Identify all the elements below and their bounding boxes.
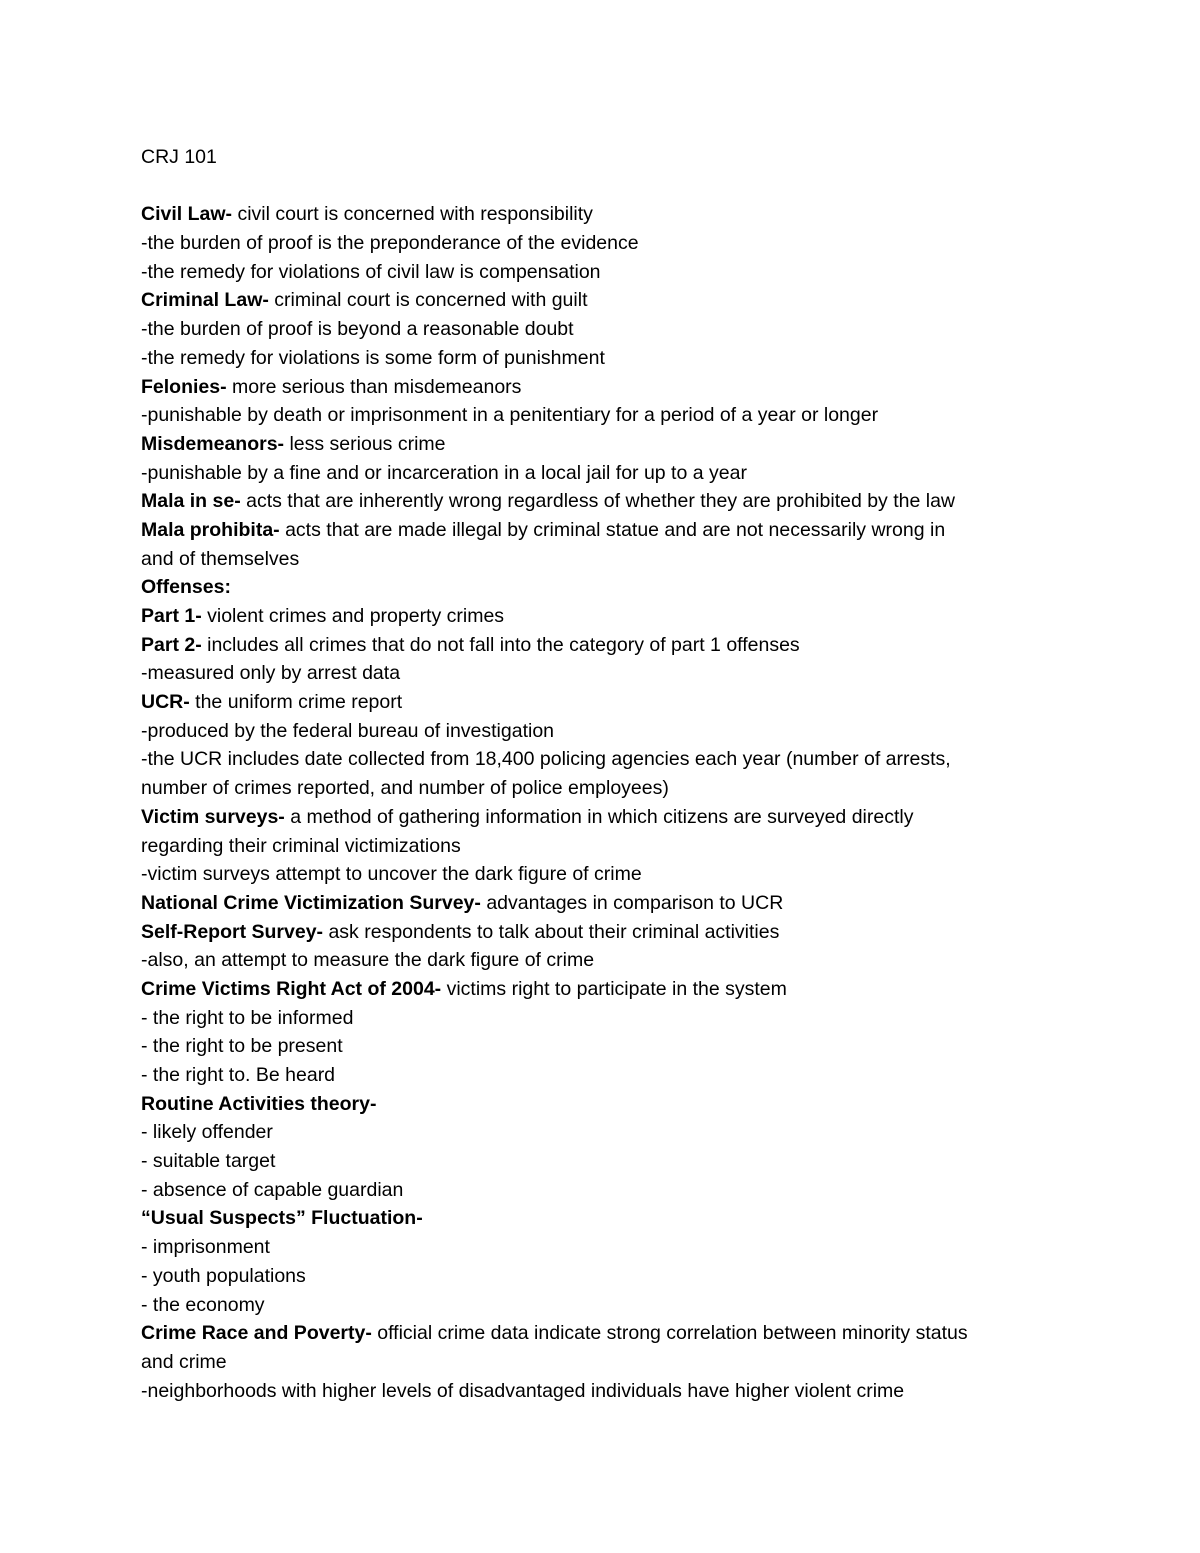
document-body: [141, 143, 1071, 1405]
note-text: - the right to. Be heard: [141, 1064, 336, 1086]
note-text: - absence of capable guardian: [141, 1178, 404, 1201]
note-line: [141, 1004, 1071, 1033]
note-line: [141, 975, 1071, 1004]
note-term: Part 1-: [141, 605, 202, 627]
note-line: [141, 918, 1071, 947]
note-line: [141, 602, 1071, 631]
note-text: - the right to be present: [141, 1035, 343, 1058]
note-line: [141, 659, 1071, 688]
note-line: [141, 889, 1071, 918]
note-term: Mala in se-: [141, 490, 241, 513]
note-line: [141, 373, 1071, 402]
note-text: -also, an attempt to measure the dark figure of crime: [141, 949, 595, 972]
note-line: [141, 1348, 1071, 1377]
note-term: Misdemeanors-: [141, 432, 285, 455]
note-text: less serious crime: [284, 432, 446, 455]
note-line: [141, 688, 1071, 717]
note-line: [141, 1262, 1071, 1291]
note-text: regarding their criminal victimizations: [141, 834, 461, 857]
note-text: -measured only by arrest data: [141, 662, 401, 685]
note-text: - youth populations: [141, 1264, 306, 1287]
notes-list: [141, 200, 1071, 1405]
note-line: [141, 573, 1071, 602]
note-text: -the remedy for violations of civil law is compensation: [141, 260, 601, 283]
note-line: [141, 832, 1071, 861]
note-term: Crime Race and Poverty-: [141, 1322, 372, 1345]
note-line: [141, 516, 1071, 545]
note-line: [141, 946, 1071, 975]
note-term: National Crime Victimization Survey-: [141, 891, 481, 914]
note-text: acts that are made illegal by criminal statue and are not necessarily wrong in: [279, 518, 946, 541]
note-line: [141, 1061, 1071, 1090]
note-text: ask respondents to talk about their criminal activities: [323, 920, 780, 943]
note-line: [141, 401, 1071, 430]
note-line: [141, 258, 1071, 287]
note-text: -the burden of proof is beyond a reasonable doubt: [141, 318, 574, 341]
note-text: advantages in comparison to UCR: [480, 891, 784, 914]
note-text: criminal court is concerned with guilt: [268, 289, 588, 312]
note-text: acts that are inherently wrong regardless of whether they are prohibited by the law: [240, 490, 956, 513]
note-text: -neighborhoods with higher levels of disadvantaged individuals have higher violent crime: [141, 1379, 905, 1402]
note-text: and crime: [141, 1350, 227, 1373]
note-term: Routine Activities theory-: [141, 1092, 377, 1115]
note-term: “Usual Suspects” Fluctuation-: [141, 1207, 423, 1230]
note-text: the uniform crime report: [189, 691, 403, 714]
note-term: Self-Report Survey-: [141, 920, 324, 943]
note-text: - likely offender: [141, 1121, 273, 1144]
note-term: Felonies-: [141, 375, 227, 398]
note-line: [141, 344, 1071, 373]
note-line: [141, 803, 1071, 832]
note-text: victims right to participate in the system: [441, 977, 787, 1000]
note-text: -victim surveys attempt to uncover the dark figure of crime: [141, 863, 642, 886]
note-line: [141, 774, 1071, 803]
note-text: - imprisonment: [141, 1236, 270, 1259]
note-line: [141, 315, 1071, 344]
note-line: [141, 1090, 1071, 1119]
note-text: - the right to be informed: [141, 1006, 354, 1029]
note-line: [141, 459, 1071, 488]
note-term: Criminal Law-: [141, 289, 269, 312]
note-line: [141, 1291, 1071, 1320]
note-text: civil court is concerned with responsibility: [232, 203, 593, 226]
note-line: [141, 1118, 1071, 1147]
note-line: [141, 1377, 1071, 1406]
note-text: -the remedy for violations is some form of punishment: [141, 346, 605, 369]
note-term: Victim surveys-: [141, 805, 285, 828]
note-term: Civil Law-: [141, 203, 233, 226]
note-line: [141, 286, 1071, 315]
note-term: Crime Victims Right Act of 2004-: [141, 977, 442, 1000]
note-text: -the UCR includes date collected from 18,400 policing agencies each year (number of arrests,: [141, 748, 951, 771]
note-text: and of themselves: [141, 547, 300, 570]
note-text: violent crimes and property crimes: [201, 605, 505, 627]
note-text: number of crimes reported, and number of police employees): [141, 777, 669, 800]
note-text: - the economy: [141, 1293, 265, 1316]
note-term: Mala prohibita-: [141, 518, 280, 541]
note-line: [141, 1319, 1071, 1348]
note-term: Offenses:: [141, 576, 231, 599]
course-title: CRJ 101: [141, 146, 217, 168]
note-line: [141, 1233, 1071, 1262]
note-line: [141, 745, 1071, 774]
note-text: a method of gathering information in which citizens are surveyed directly: [284, 805, 914, 828]
note-line: [141, 1032, 1071, 1061]
note-line: [141, 1204, 1071, 1233]
note-line: [141, 545, 1071, 574]
note-line: [141, 1176, 1071, 1205]
note-text: -punishable by a fine and or incarceration in a local jail for up to a year: [141, 461, 747, 484]
note-text: official crime data indicate strong correlation between minority status: [371, 1322, 968, 1345]
note-line: [141, 717, 1071, 746]
note-line: [141, 487, 1071, 516]
note-text: includes all crimes that do not fall into the category of part 1 offenses: [201, 633, 800, 656]
note-term: UCR-: [141, 691, 190, 714]
note-text: -produced by the federal bureau of investigation: [141, 719, 555, 742]
note-text: -the burden of proof is the preponderance of the evidence: [141, 232, 639, 255]
note-line: [141, 200, 1071, 229]
note-line: [141, 631, 1071, 660]
note-term: Part 2-: [141, 633, 202, 656]
note-line: [141, 430, 1071, 459]
note-text: -punishable by death or imprisonment in a penitentiary for a period of a year or longer: [141, 404, 879, 427]
note-line: [141, 860, 1071, 889]
note-line: [141, 229, 1071, 258]
note-text: - suitable target: [141, 1150, 276, 1173]
note-line: [141, 1147, 1071, 1176]
note-text: more serious than misdemeanors: [226, 375, 522, 398]
blank-line: [141, 172, 1071, 201]
